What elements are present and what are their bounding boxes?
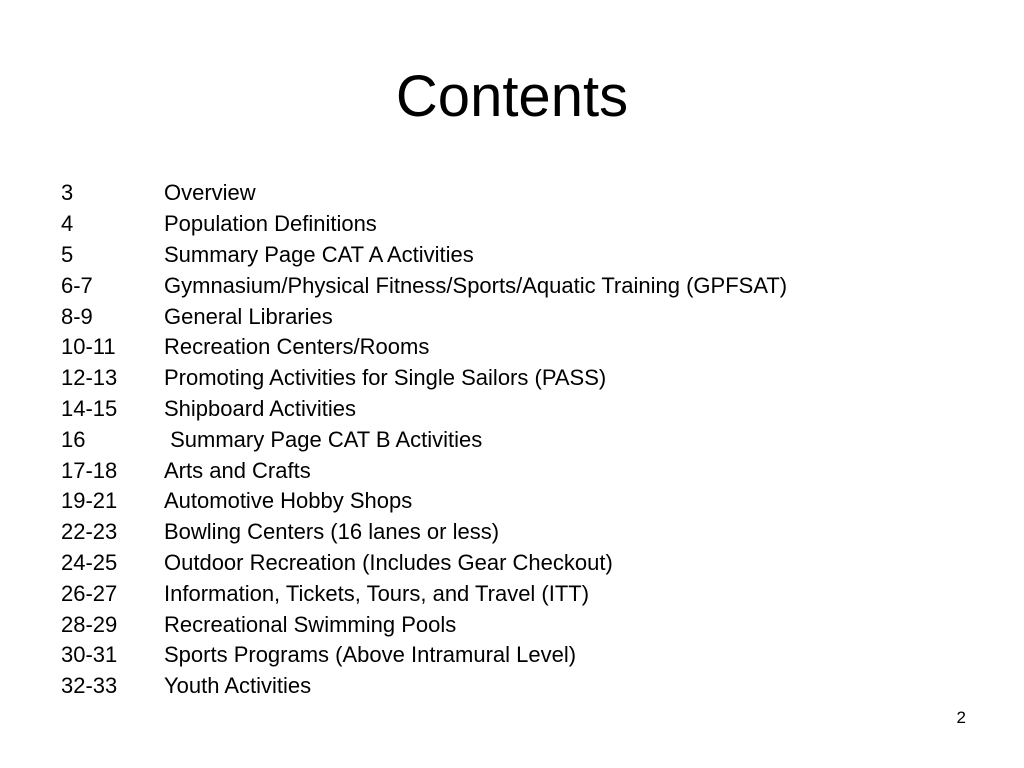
toc-entry-pages: 19-21 <box>61 488 118 514</box>
toc-entry <box>61 270 981 301</box>
toc-entry-pages: 24-25 <box>61 549 118 575</box>
toc-entry <box>61 394 981 425</box>
toc-entry <box>61 640 981 671</box>
table-of-contents <box>61 178 981 702</box>
toc-entry <box>61 578 981 609</box>
toc-entry-pages: 4 <box>61 211 74 237</box>
toc-entry-label: Summary Page CAT B Activities <box>164 426 483 452</box>
toc-entry-pages: 10-11 <box>61 334 116 360</box>
toc-entry-pages: 14-15 <box>61 395 118 421</box>
toc-entry-pages: 32-33 <box>61 673 118 699</box>
page-number: 2 <box>956 708 966 727</box>
toc-entry-pages: 12-13 <box>61 365 118 391</box>
toc-entry-label: Arts and Crafts <box>164 457 311 483</box>
toc-entry-label: Population Definitions <box>164 211 377 237</box>
toc-entry-label: Gymnasium/Physical Fitness/Sports/Aquatic Training (GPFSAT) <box>164 272 788 298</box>
toc-entry <box>61 332 981 363</box>
toc-entry <box>61 240 981 271</box>
toc-entry-label: Promoting Activities for Single Sailors (PASS) <box>164 365 607 391</box>
toc-entry <box>61 609 981 640</box>
toc-entry-label: General Libraries <box>164 303 333 329</box>
toc-entry-pages: 28-29 <box>61 611 118 637</box>
toc-entry-label: Shipboard Activities <box>164 395 356 421</box>
toc-entry <box>61 178 981 209</box>
toc-entry <box>61 517 981 548</box>
toc-entry-label: Overview <box>164 180 256 206</box>
toc-entry <box>61 301 981 332</box>
toc-entry-pages: 16 <box>61 426 86 452</box>
toc-entry-label: Outdoor Recreation (Includes Gear Checkout) <box>164 549 613 575</box>
toc-entry-pages: 8-9 <box>61 303 93 329</box>
toc-entry-label: Recreational Swimming Pools <box>164 611 457 637</box>
toc-entry <box>61 455 981 486</box>
toc-entry <box>61 671 981 702</box>
toc-entry-label: Bowling Centers (16 lanes or less) <box>164 519 500 545</box>
toc-entry <box>61 209 981 240</box>
toc-entry-label: Automotive Hobby Shops <box>164 488 413 514</box>
toc-entry <box>61 363 981 394</box>
toc-entry <box>61 486 981 517</box>
toc-entry <box>61 424 981 455</box>
toc-entry-pages: 6-7 <box>61 272 93 298</box>
toc-entry-label: Sports Programs (Above Intramural Level) <box>164 642 577 668</box>
toc-entry <box>61 548 981 579</box>
toc-entry-pages: 22-23 <box>61 519 118 545</box>
toc-entry-pages: 26-27 <box>61 580 118 606</box>
toc-entry-pages: 30-31 <box>61 642 118 668</box>
toc-entry-label: Summary Page CAT A Activities <box>164 241 474 267</box>
slide-title: Contents <box>395 64 629 129</box>
toc-entry-label: Youth Activities <box>164 673 312 699</box>
toc-entry-pages: 3 <box>61 180 74 206</box>
toc-entry-pages: 17-18 <box>61 457 118 483</box>
toc-entry-pages: 5 <box>61 241 74 267</box>
toc-entry-label: Recreation Centers/Rooms <box>164 334 430 360</box>
toc-entry-label: Information, Tickets, Tours, and Travel (ITT) <box>164 580 590 606</box>
